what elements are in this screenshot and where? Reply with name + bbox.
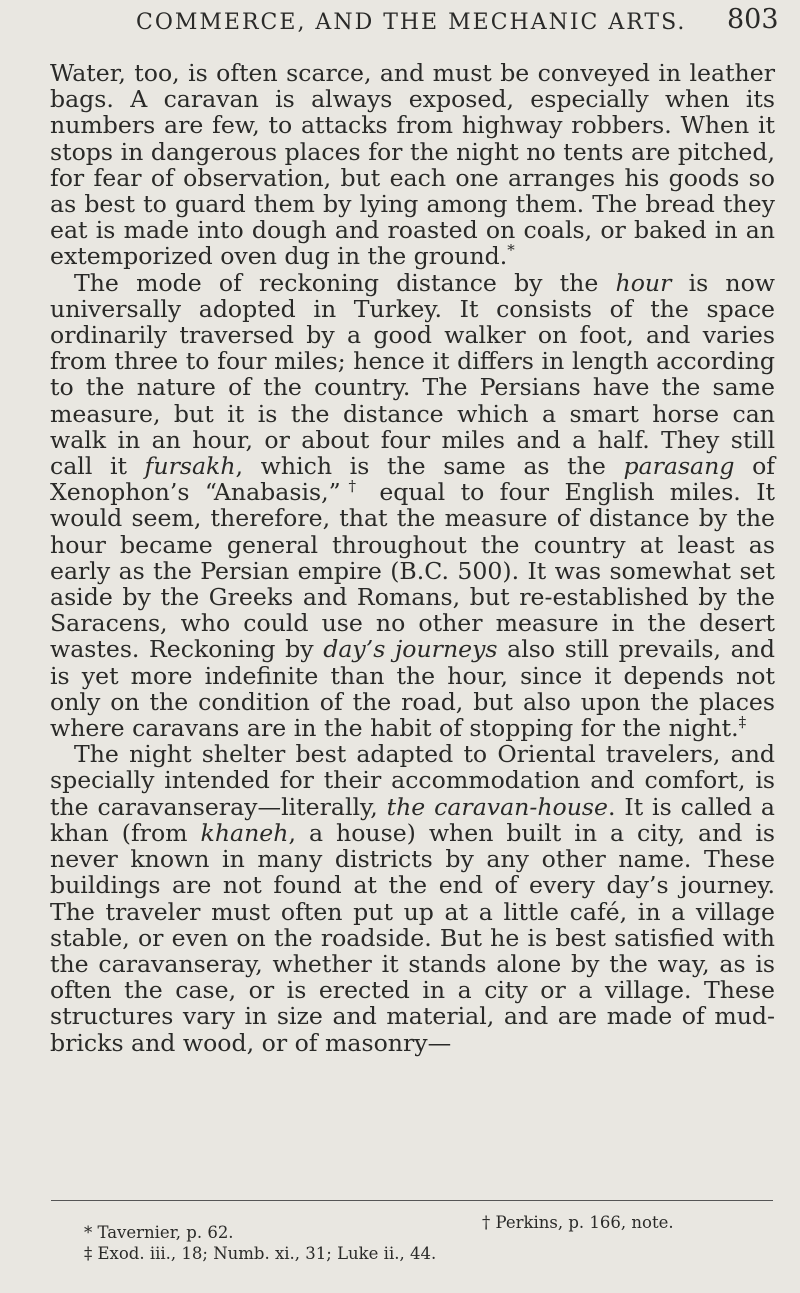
text-run: of Xenophon’s “Anabasis,” xyxy=(50,452,776,507)
text-run: , which is the same as the xyxy=(235,452,624,481)
footnote-perkins: † Perkins, p. 166, note. xyxy=(482,1213,674,1232)
body-text xyxy=(50,60,775,1056)
text-run: is now universally adopted in Turkey. It consists of the space ordinarily traversed by a good walker on foot, and varies from three to four miles; hence it differs in length according to the nature of the country. The Persians have the same measure, but it is the distance which a smart horse can walk in an hour, or about four miles and a half. They still call it xyxy=(50,268,776,481)
footnote-rule xyxy=(51,1200,773,1201)
page-number: 803 xyxy=(727,4,779,35)
running-head xyxy=(0,4,800,52)
footnote-marker: ‡ xyxy=(738,713,747,732)
footnotes xyxy=(0,1210,800,1280)
italic-term: day’s journeys xyxy=(323,635,498,664)
paragraph-3 xyxy=(50,741,775,1055)
footnote-marker: * xyxy=(507,241,515,260)
paragraph-1 xyxy=(50,60,775,270)
text-run: The mode of reckoning distance by the xyxy=(74,268,616,297)
text-run: equal to four English miles. It would seem, therefore, that the measure of distance by the hour became general throughout the country at least as early as the Persian empire (B.C. 500). It was somewhat set aside by the Greeks and Romans, but re-established by the Saracens, who could use no other measure in the desert wastes. Reckoning by xyxy=(50,478,775,664)
paragraph-2 xyxy=(50,270,775,742)
italic-term: hour xyxy=(615,268,672,297)
text-run: . It is called a khan (from xyxy=(50,792,775,847)
text-run: also still prevails, and is yet more indefinite than the hour, since it depends not only on the condition of the road, but also upon the places where caravans are in the habit of stopping for the night. xyxy=(50,635,775,743)
text-run: Water, too, is often scarce, and must be conveyed in leather bags. A caravan is always exposed, especially when its numbers are few, to attacks from highway robbers. When it stops in dangerous places for the night no tents are pitched, for fear of observation, but each one arranges his goods so as best to guard them by lying among them. The bread they eat is made into dough and roasted on coals, or baked in an extemporized oven dug in the ground. xyxy=(50,59,775,271)
text-run: The night shelter best adapted to Oriental travelers, and specially intended for their accommodation and comfort, is the caravanseray—literally, xyxy=(50,740,775,821)
footnote-marker: † xyxy=(340,477,364,496)
italic-term: fursakh xyxy=(144,452,236,481)
italic-term: the caravan-house xyxy=(386,792,608,821)
footnote-tavernier: * Tavernier, p. 62. xyxy=(84,1223,234,1242)
running-title: COMMERCE, AND THE MECHANIC ARTS. xyxy=(136,10,687,35)
footnote-exodus: ‡ Exod. iii., 18; Numb. xi., 31; Luke ii., 44. xyxy=(84,1244,437,1263)
italic-term: parasang xyxy=(623,452,735,481)
italic-term: khaneh xyxy=(200,818,289,847)
text-run: , a house) when built in a city, and is never known in many districts by any other name. These buildings are not found at the end of every day’s journey. The traveler must often put up at a little café, in a village stable, or even on the roadside. But he is best satisfied with the caravanseray, whether it stands alone by the way, as is often the case, or is erected in a city or a village. These structures vary in size and material, and are made of mud-bricks and wood, or of masonry— xyxy=(50,818,775,1057)
